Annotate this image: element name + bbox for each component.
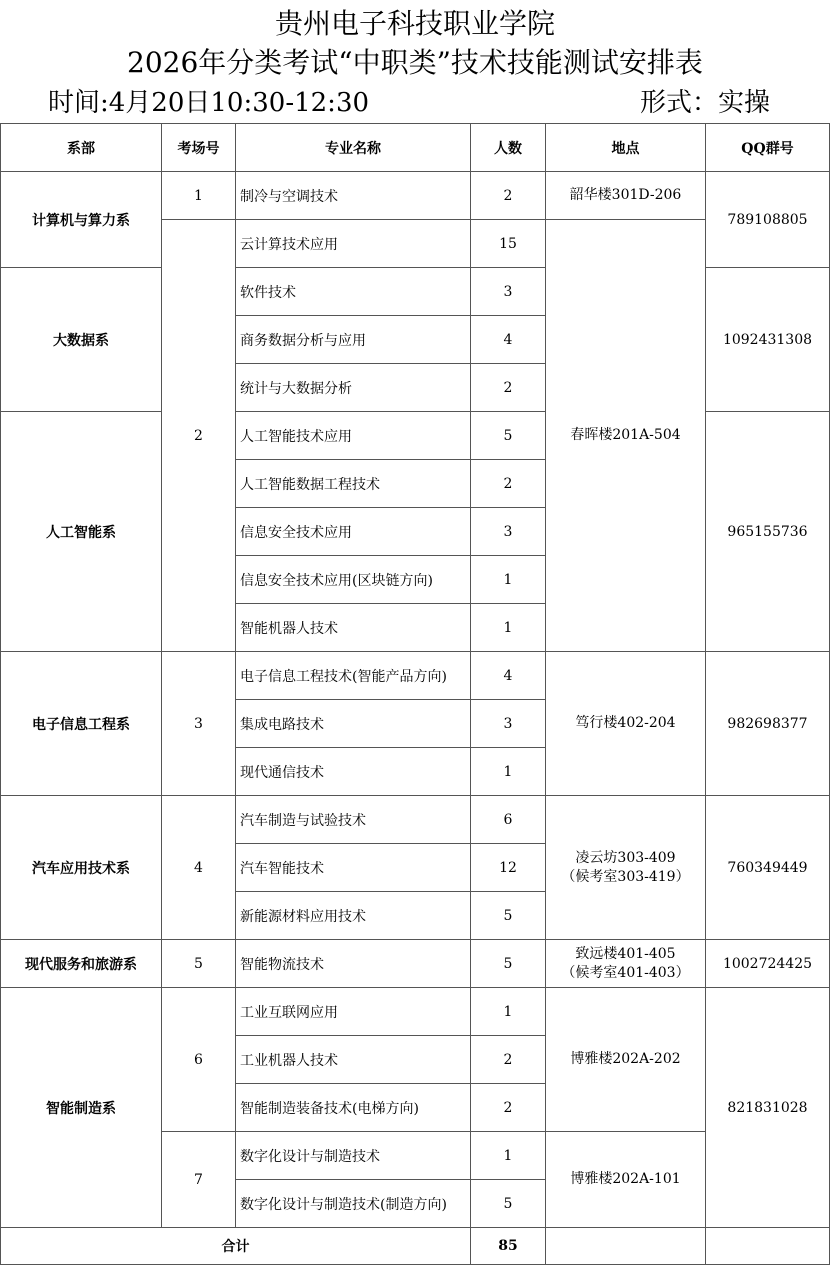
count-cell: 12	[471, 844, 546, 892]
location-cell: 春晖楼201A-504	[546, 220, 706, 652]
table-row	[1, 988, 830, 1036]
qq-group-cell: 982698377	[706, 652, 830, 796]
count-cell: 2	[471, 460, 546, 508]
total-empty-cell	[546, 1228, 706, 1265]
major-cell: 新能源材料应用技术	[236, 892, 471, 940]
major-cell: 云计算技术应用	[236, 220, 471, 268]
qq-group-cell: 1002724425	[706, 940, 830, 988]
count-cell: 2	[471, 1084, 546, 1132]
department-cell: 计算机与算力系	[1, 172, 162, 268]
count-cell: 15	[471, 220, 546, 268]
major-cell: 统计与大数据分析	[236, 364, 471, 412]
column-header-major: 专业名称	[236, 124, 471, 172]
total-row	[1, 1228, 830, 1265]
department-cell: 现代服务和旅游系	[1, 940, 162, 988]
room-number-cell: 6	[162, 988, 236, 1132]
major-cell: 智能制造装备技术(电梯方向)	[236, 1084, 471, 1132]
room-number-cell: 3	[162, 652, 236, 796]
column-header-department: 系部	[1, 124, 162, 172]
department-cell: 汽车应用技术系	[1, 796, 162, 940]
count-cell: 1	[471, 604, 546, 652]
exam-format: 形式：实操	[640, 88, 771, 118]
table-row	[1, 268, 830, 316]
location-cell	[546, 940, 706, 988]
table-row	[1, 940, 830, 988]
major-cell: 智能物流技术	[236, 940, 471, 988]
qq-group-cell: 965155736	[706, 412, 830, 652]
major-cell: 现代通信技术	[236, 748, 471, 796]
count-cell: 5	[471, 1180, 546, 1228]
total-empty-cell	[706, 1228, 830, 1265]
department-cell: 电子信息工程系	[1, 652, 162, 796]
qq-group-cell: 760349449	[706, 796, 830, 940]
count-cell: 4	[471, 652, 546, 700]
major-cell: 集成电路技术	[236, 700, 471, 748]
department-cell: 智能制造系	[1, 988, 162, 1228]
column-header-room: 考场号	[162, 124, 236, 172]
count-cell: 2	[471, 1036, 546, 1084]
location-line: 凌云坊303-409	[575, 849, 676, 866]
count-cell: 2	[471, 364, 546, 412]
major-cell: 商务数据分析与应用	[236, 316, 471, 364]
major-cell: 信息安全技术应用(区块链方向)	[236, 556, 471, 604]
room-number-cell: 7	[162, 1132, 236, 1228]
major-cell: 数字化设计与制造技术(制造方向)	[236, 1180, 471, 1228]
count-cell: 3	[471, 268, 546, 316]
table-header-row	[1, 124, 830, 172]
room-number-cell: 2	[162, 220, 236, 652]
count-cell: 4	[471, 316, 546, 364]
major-cell: 制冷与空调技术	[236, 172, 471, 220]
column-header-qq: QQ群号	[706, 124, 830, 172]
major-cell: 智能机器人技术	[236, 604, 471, 652]
count-cell: 5	[471, 940, 546, 988]
column-header-location: 地点	[546, 124, 706, 172]
location-cell	[546, 796, 706, 940]
table-row	[1, 796, 830, 844]
major-cell: 工业互联网应用	[236, 988, 471, 1036]
count-cell: 5	[471, 412, 546, 460]
location-cell: 博雅楼202A-101	[546, 1132, 706, 1228]
location-cell: 博雅楼202A-202	[546, 988, 706, 1132]
page-title: 贵州电子科技职业学院	[274, 7, 555, 40]
table-row	[1, 412, 830, 460]
major-cell: 信息安全技术应用	[236, 508, 471, 556]
count-cell: 1	[471, 748, 546, 796]
table-row	[1, 172, 830, 220]
count-cell: 1	[471, 988, 546, 1036]
major-cell: 人工智能数据工程技术	[236, 460, 471, 508]
count-cell: 3	[471, 508, 546, 556]
major-cell: 汽车智能技术	[236, 844, 471, 892]
room-number-cell: 5	[162, 940, 236, 988]
location-cell: 笃行楼402-204	[546, 652, 706, 796]
department-cell: 大数据系	[1, 268, 162, 412]
qq-group-cell: 1092431308	[706, 268, 830, 412]
room-number-cell: 4	[162, 796, 236, 940]
qq-group-cell: 821831028	[706, 988, 830, 1228]
major-cell: 人工智能技术应用	[236, 412, 471, 460]
exam-time: 时间:4月20日10:30-12:30	[48, 88, 370, 118]
count-cell: 5	[471, 892, 546, 940]
total-label: 合计	[1, 1228, 471, 1265]
page-subtitle: 2026年分类考试“中职类”技术技能测试安排表	[127, 46, 703, 79]
waiting-room-line: （候考室401-403）	[561, 964, 690, 981]
location-cell: 韶华楼301D-206	[546, 172, 706, 220]
major-cell: 软件技术	[236, 268, 471, 316]
count-cell: 1	[471, 556, 546, 604]
room-number-cell: 1	[162, 172, 236, 220]
count-cell: 3	[471, 700, 546, 748]
major-cell: 工业机器人技术	[236, 1036, 471, 1084]
count-cell: 1	[471, 1132, 546, 1180]
location-line: 致远楼401-405	[575, 945, 676, 962]
count-cell: 6	[471, 796, 546, 844]
total-count: 85	[471, 1228, 546, 1265]
waiting-room-line: （候考室303-419）	[561, 868, 690, 885]
count-cell: 2	[471, 172, 546, 220]
qq-group-cell: 789108805	[706, 172, 830, 268]
table-row	[1, 652, 830, 700]
department-cell: 人工智能系	[1, 412, 162, 652]
column-header-count: 人数	[471, 124, 546, 172]
major-cell: 数字化设计与制造技术	[236, 1132, 471, 1180]
major-cell: 电子信息工程技术(智能产品方向)	[236, 652, 471, 700]
major-cell: 汽车制造与试验技术	[236, 796, 471, 844]
schedule-table	[0, 123, 830, 1265]
